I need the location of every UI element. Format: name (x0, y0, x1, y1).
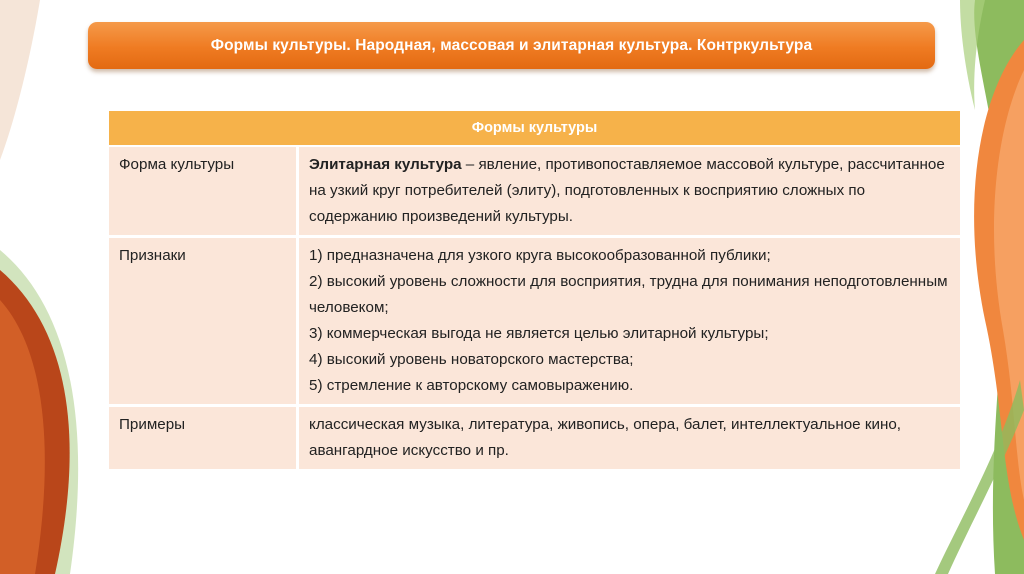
row-label-examples: Примеры (109, 406, 298, 470)
feature-item: 5) стремление к авторскому самовыражению. (309, 377, 634, 394)
culture-forms-table-container (109, 111, 960, 469)
left-red-shape (0, 270, 70, 574)
slide-title: Формы культуры. Народная, массовая и элитарная культура. Контркультура (210, 36, 813, 54)
left-orange-highlight (0, 300, 45, 574)
left-green-swirl (0, 250, 78, 574)
row-label-features: Признаки (109, 237, 298, 406)
table-header: Формы культуры (109, 111, 960, 146)
feature-item: 1) предназначена для узкого круга высокообразованной публики; (309, 247, 771, 264)
table-header-row (109, 111, 960, 146)
feature-item: 4) высокий уровень новаторского мастерства; (309, 351, 634, 368)
table-row-examples (109, 406, 960, 470)
right-light-orange (994, 70, 1024, 500)
right-orange-shape (974, 40, 1024, 540)
culture-forms-table (109, 111, 960, 469)
feature-item: 2) высокий уровень сложности для восприятия, трудна для понимания неподготовленным человеком; (309, 273, 948, 316)
row-content-examples: классическая музыка, литература, живопись, опера, балет, интеллектуальное кино, авангардное искусство и пр. (298, 406, 961, 470)
definition-text: – явление, противопоставляемое массовой культуре, рассчитанное на узкий круг потребителей (элиту), подготовленных к восприятию сложных по содержанию произведений культуры. (309, 156, 945, 225)
right-green-shape (974, 0, 1024, 574)
definition-term: Элитарная культура (309, 156, 462, 173)
row-content-form (298, 146, 961, 237)
slide-title-banner (88, 22, 935, 69)
row-content-features (298, 237, 961, 406)
row-label-form: Форма культуры (109, 146, 298, 237)
top-left-arc (0, 0, 40, 160)
right-top-green-arc (960, 0, 985, 110)
table-row-features (109, 237, 960, 406)
table-row-form (109, 146, 960, 237)
feature-item: 3) коммерческая выгода не является целью элитарной культуры; (309, 325, 769, 342)
